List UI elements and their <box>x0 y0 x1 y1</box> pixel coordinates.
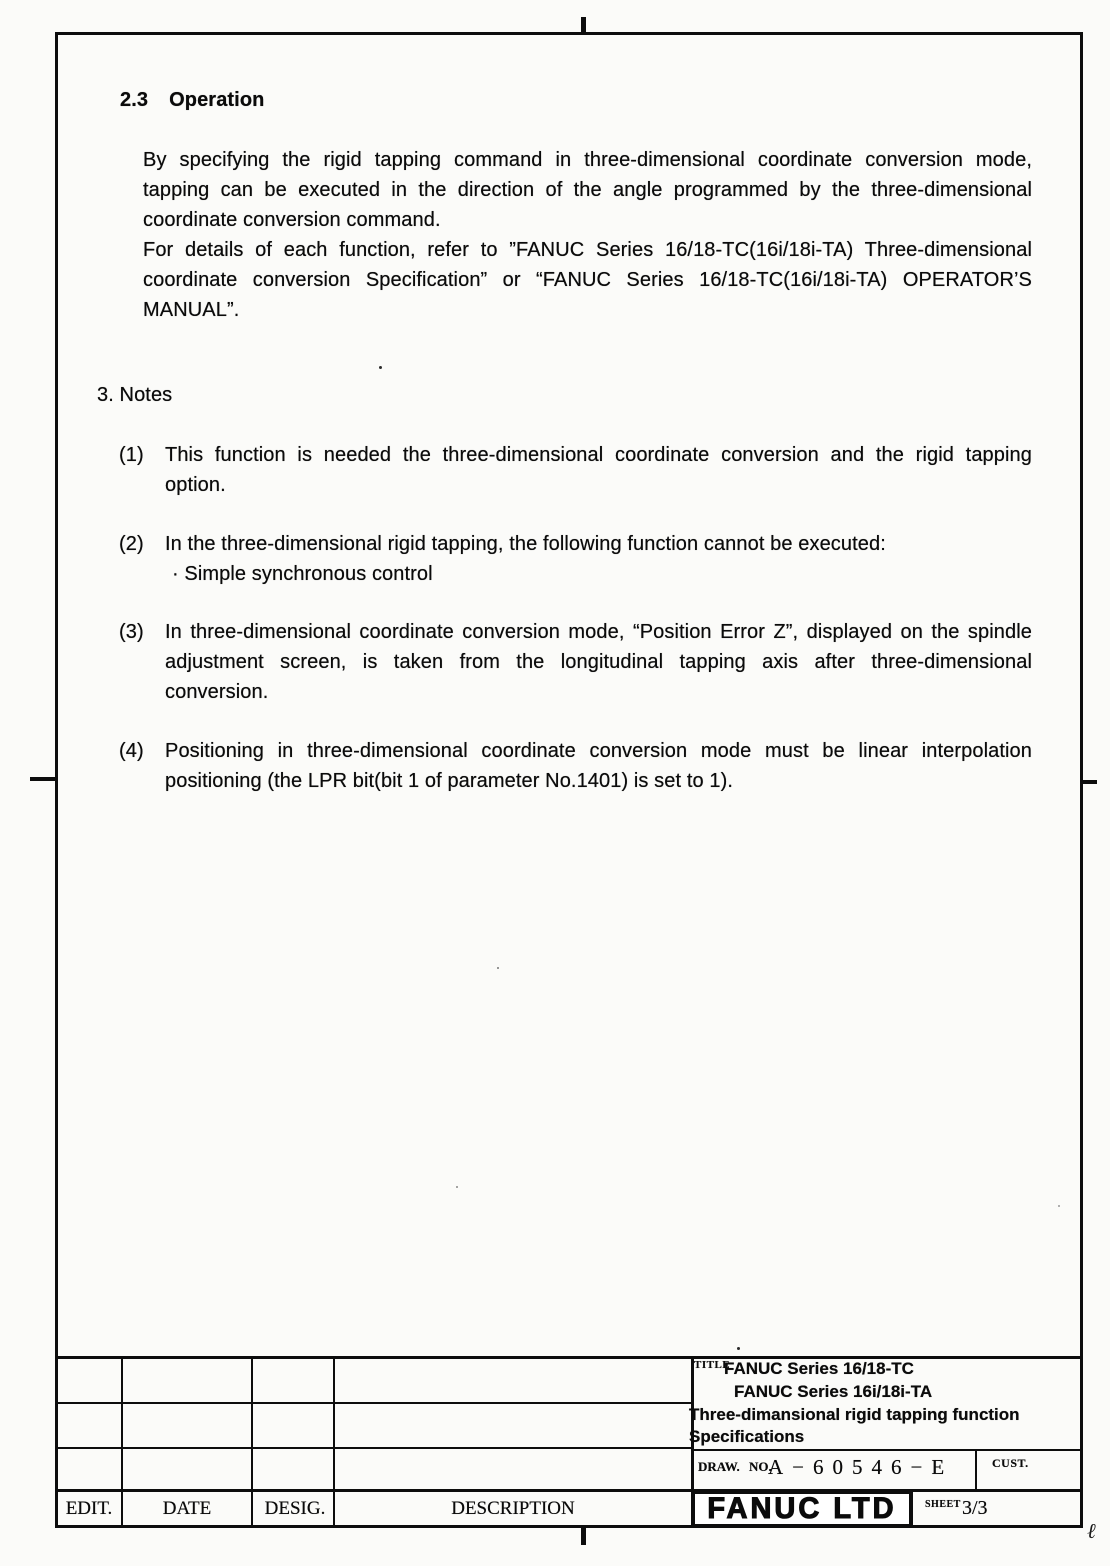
note-number: (4) <box>119 740 144 762</box>
table-line <box>58 1447 691 1449</box>
registration-tick-top <box>581 17 586 34</box>
title-block-label: TITLE <box>694 1359 731 1371</box>
table-line <box>975 1449 977 1491</box>
section-number: 2.3 <box>120 89 149 111</box>
registration-tick-right <box>1080 780 1097 784</box>
scan-mark-bottom-right: ℓ <box>1087 1519 1096 1543</box>
note-item <box>119 529 1032 589</box>
text-line: tapping can be executed in the direction of the angle programmed by the three-dimensional <box>143 179 1032 201</box>
section-title: Operation <box>169 89 265 111</box>
revision-header-edit: EDIT. <box>65 1498 113 1519</box>
scan-speck <box>497 967 499 969</box>
text-line: conversion. <box>165 681 269 703</box>
title-line: FANUC Series 16/18-TC <box>724 1359 914 1378</box>
text-line: MANUAL”. <box>143 299 240 321</box>
table-line <box>55 1356 1080 1359</box>
notes-heading: 3. Notes <box>97 384 173 406</box>
text-line: positioning (the LPR bit(bit 1 of parameter No.1401) is set to 1). <box>165 770 733 792</box>
scan-speck <box>737 1347 740 1350</box>
note-item <box>119 736 1032 796</box>
table-line <box>58 1402 691 1404</box>
body-paragraph <box>143 145 1032 325</box>
company-logo-box <box>691 1490 913 1528</box>
scan-speck <box>1058 1205 1060 1207</box>
revision-header-description: DESCRIPTION <box>451 1498 575 1519</box>
scan-speck <box>379 366 382 369</box>
text-line: · Simple synchronous control <box>172 563 433 585</box>
text-line: Positioning in three-dimensional coordinate conversion mode must be linear interpolation <box>165 740 1032 762</box>
title-line: Three-dimansional rigid tapping function <box>689 1405 1020 1424</box>
text-line: In three-dimensional coordinate conversion mode, “Position Error Z”, displayed on the spindle <box>165 621 1032 643</box>
title-line: Specifications <box>689 1427 805 1446</box>
scan-speck <box>456 1186 458 1188</box>
text-line: coordinate conversion command. <box>143 209 441 231</box>
revision-header-desig: DESIG. <box>264 1498 326 1519</box>
sheet-label: SHEET <box>925 1499 961 1510</box>
text-line: option. <box>165 474 226 496</box>
registration-tick-bottom <box>581 1527 586 1545</box>
registration-tick-left <box>30 777 56 781</box>
section-heading <box>120 85 264 115</box>
text-line: For details of each function, refer to ”FANUC Series 16/18-TC(16i/18i-TA) Three-dimensional <box>143 239 1032 261</box>
drawing-number-label: DRAW. NO. <box>698 1459 772 1474</box>
revision-header-date: DATE <box>162 1498 212 1519</box>
text-line: In the three-dimensional rigid tapping, the following function cannot be executed: <box>165 533 886 555</box>
text-line: adjustment screen, is taken from the longitudinal tapping axis after three-dimensional <box>165 651 1032 673</box>
customer-label: CUST. <box>992 1456 1029 1470</box>
text-line: By specifying the rigid tapping command in three-dimensional coordinate conversion mode, <box>143 149 1032 171</box>
company-logo-text: FANUC LTD <box>707 1492 897 1525</box>
note-item <box>119 617 1032 707</box>
drawing-number-value: A−60546−E <box>768 1455 954 1479</box>
title-line: FANUC Series 16i/18i-TA <box>734 1382 933 1401</box>
sheet-value: 3/3 <box>962 1497 988 1519</box>
text-line: coordinate conversion Specification” or “FANUC Series 16/18-TC(16i/18i-TA) OPERATOR’S <box>143 269 1032 291</box>
note-number: (2) <box>119 533 144 555</box>
text-line: This function is needed the three-dimensional coordinate conversion and the rigid tapping <box>165 444 1032 466</box>
note-number: (1) <box>119 444 144 466</box>
note-number: (3) <box>119 621 144 643</box>
note-item <box>119 440 1032 500</box>
table-line <box>691 1449 1080 1451</box>
